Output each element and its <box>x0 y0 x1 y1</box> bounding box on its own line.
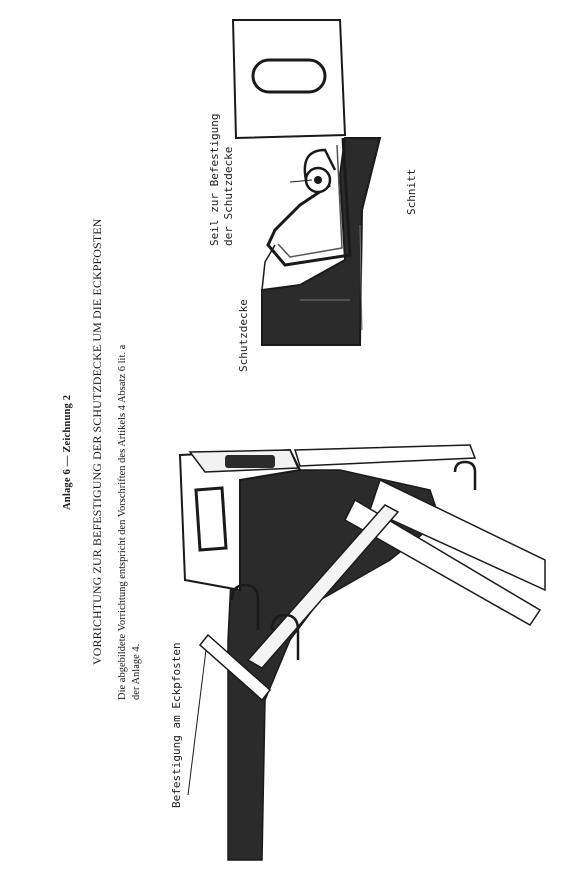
section-label: Schnitt <box>405 168 418 215</box>
mounting-leader-line <box>188 650 206 795</box>
rope-label-line-2: der Schutzdecke <box>222 146 235 246</box>
cover-label: Schutzdecke <box>237 299 250 372</box>
description-line-1: Die abgebildete Vorrichtung entspricht den Vorschriften des Artikels 4 Absatz 6 lit. a <box>117 344 128 700</box>
page-title: VORRICHTUNG ZUR BEFESTIGUNG DER SCHUTZDECKE UM DIE ECKPFOSTEN <box>90 218 104 665</box>
description-line-2: der Anlage 4. <box>131 643 142 700</box>
annex-heading: Anlage 6 — Zeichnung 2 <box>62 394 73 510</box>
hook-rail <box>455 462 475 490</box>
post-side-opening <box>196 488 226 550</box>
rail-bar <box>295 445 475 466</box>
mounting-label: Befestigung am Eckpfosten <box>170 642 183 808</box>
rope-label-line-1: Seil zur Befestigung <box>208 113 221 246</box>
post-top-opening <box>225 455 275 468</box>
